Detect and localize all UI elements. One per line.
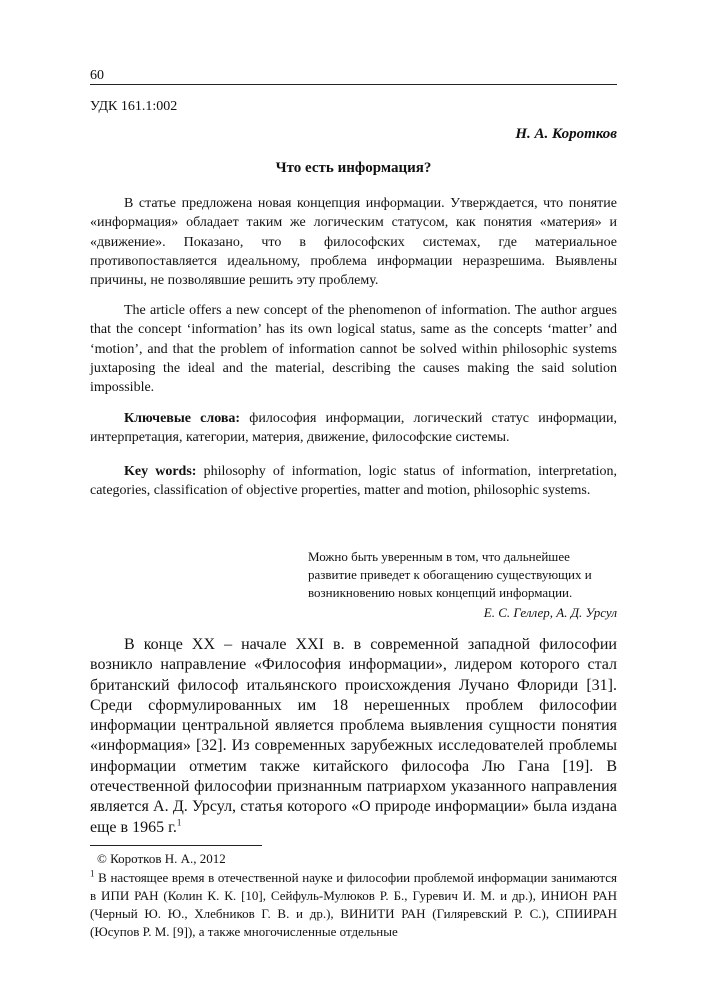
keywords-english — [90, 462, 617, 501]
keywords-english-label: Key words: — [124, 464, 197, 479]
footnote-text: В настоящее время в отечественной науке и философии проблемой информации занимаются в ИПИ РАН (Колин К. К. [10], Сейфуль-Мулюков Р. Б., Гуревич И. М. и др.), ИНИОН РАН (Черный Ю. Ю., Хлебников Г. В. и др.), ВИНИТИ РАН (Гиляревский Р. С.), СПИИРАН (Юсупов Р. М. [9]), а также многочисленные отдельные — [90, 870, 617, 939]
footnote-marker[interactable]: 1 — [176, 817, 182, 828]
abstract-russian: В статье предложена новая концепция информации. Утверждается, что понятие «информация» обладает таким же логическим статусом, как понятия «материя» и «движение». Показано, что в философских системах, где материальное противопоставляется идеальному, проблема информации неразрешима. Выявлены причины, не позволявшие решить эту проблему. — [90, 196, 617, 289]
keywords-russian-text: философия информации, логический статус информации, интерпретация, категории, материя, движение, философские системы. — [90, 411, 617, 446]
body-paragraph-text: В конце XX – начале XXI в. в современной западной философии возникло направление «Философия информации», лидером которого стал британский философ итальянского происхождения Лучано Флориди [31]. Среди сформулированных им 18 нерешенных проблем философии информации центральной является проблема выявления сущности понятия «информация» [32]. Из современных зарубежных исследователей проблемы информации отметим также китайского философа Лю Гана [19]. В отечественной философии признанным патриархом указанного направления является А. Д. Урсул, статья которого «О природе информации» была издана еще в 1965 г. — [90, 636, 617, 836]
footnote — [90, 869, 617, 941]
body-paragraph — [90, 635, 617, 838]
udk-code: УДК 161.1:002 — [90, 99, 178, 114]
epigraph — [308, 548, 617, 622]
keywords-russian — [90, 409, 617, 448]
keywords-english-text: philosophy of information, logic status of information, interpretation, categories, classification of objective properties, matter and motion, philosophic systems. — [90, 464, 617, 499]
abstract-english: The article offers a new concept of the phenomenon of information. The author argues that the concept ‘information’ has its own logical status, same as the concepts ‘matter’ and ‘motion’, and that the problem of information cannot be solved within philosophic systems juxtaposing the ideal and the material, describing the causes making the said solution impossible. — [90, 303, 617, 396]
copyright-notice: © Коротков Н. А., 2012 — [97, 851, 226, 866]
epigraph-text: Можно быть уверенным в том, что дальнейшее развитие приведет к обогащению существующих и возникновению новых концепций информации. — [308, 549, 592, 600]
article-author: Н. А. Коротков — [515, 126, 617, 142]
keywords-russian-label: Ключевые слова: — [124, 411, 241, 426]
article-title: Что есть информация? — [275, 160, 432, 176]
header-rule — [90, 84, 617, 85]
footnote-rule — [90, 845, 262, 846]
footnote-number: 1 — [90, 868, 95, 879]
page-number: 60 — [90, 68, 104, 83]
epigraph-author: Е. С. Геллер, А. Д. Урсул — [483, 605, 617, 620]
